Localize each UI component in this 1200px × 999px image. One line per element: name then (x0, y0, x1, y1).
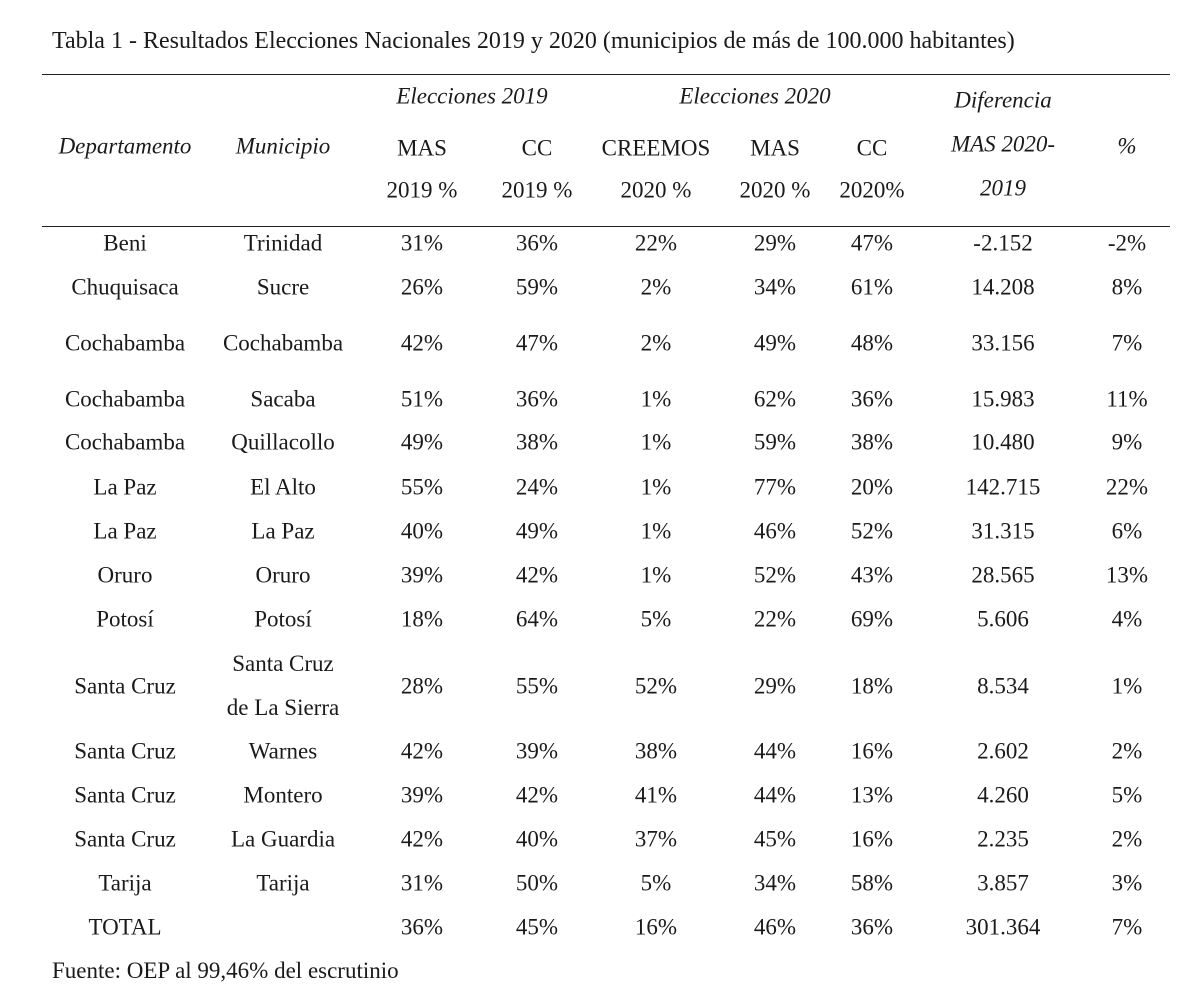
cell-mas20: 77% (753, 474, 797, 500)
cell-mas20: 44% (753, 782, 797, 808)
cell-cc19: 38% (515, 429, 559, 455)
cell-cc20: 13% (850, 782, 894, 808)
cell-mas19: 28% (400, 673, 444, 699)
cell-mun-line2: de La Sierra (226, 695, 340, 720)
cell-pct: 6% (1111, 518, 1143, 544)
cell-dif: 142.715 (965, 474, 1041, 500)
cell-cc20: 20% (850, 474, 894, 500)
header-diferencia-line1: Diferencia (954, 87, 1052, 113)
cell-mun: Oruro (255, 562, 311, 588)
cell-creemos20: 1% (640, 518, 672, 544)
cell-dep: Santa Cruz (74, 738, 176, 764)
cell-cc20: 36% (850, 386, 894, 412)
cell-mas20: 49% (753, 330, 797, 356)
cell-dep: Beni (103, 230, 147, 256)
cell-mun: Trinidad (243, 230, 323, 256)
cell-mun: La Paz (251, 518, 315, 544)
header-creemos2020-line2: 2020 % (620, 177, 692, 203)
cell-creemos20: 1% (640, 386, 672, 412)
header-group-2020: Elecciones 2020 (679, 83, 831, 109)
cell-cc19: 47% (515, 330, 559, 356)
cell-mas20: 29% (753, 230, 797, 256)
cell-cc20: 16% (850, 826, 894, 852)
cell-mas20: 46% (753, 914, 797, 940)
cell-dep: Cochabamba (64, 330, 186, 356)
cell-mas20: 34% (753, 274, 797, 300)
cell-mun: El Alto (250, 474, 316, 500)
cell-pct: 22% (1105, 474, 1149, 500)
cell-dep: Santa Cruz (74, 673, 176, 699)
cell-mun (227, 642, 339, 730)
cell-cc20: 38% (850, 429, 894, 455)
header-cc2019-line1: CC (521, 135, 553, 161)
cell-creemos20: 38% (634, 738, 678, 764)
cell-mas19: 39% (400, 562, 444, 588)
cell-mas20: 62% (753, 386, 797, 412)
cell-pct: 9% (1111, 429, 1143, 455)
cell-creemos20: 5% (640, 870, 672, 896)
header-cc2020-line2: 2020% (839, 177, 905, 203)
cell-dif: 28.565 (971, 562, 1035, 588)
cell-mas19: 26% (400, 274, 444, 300)
cell-mas19: 40% (400, 518, 444, 544)
header-municipio: Municipio (235, 133, 331, 159)
cell-cc19: 24% (515, 474, 559, 500)
cell-dep: Santa Cruz (74, 782, 176, 808)
cell-cc20: 58% (850, 870, 894, 896)
cell-mun: La Guardia (230, 826, 336, 852)
cell-mun: Quillacollo (231, 429, 335, 455)
cell-creemos20: 5% (640, 606, 672, 632)
cell-cc20: 16% (850, 738, 894, 764)
cell-creemos20: 1% (640, 562, 672, 588)
cell-cc19: 50% (515, 870, 559, 896)
cell-mas20: 34% (753, 870, 797, 896)
cell-cc20: 18% (850, 673, 894, 699)
cell-dep: La Paz (93, 474, 157, 500)
cell-mas19: 51% (400, 386, 444, 412)
cell-cc20: 43% (850, 562, 894, 588)
header-creemos2020-line1: CREEMOS (601, 135, 711, 161)
cell-dep: Santa Cruz (74, 826, 176, 852)
cell-creemos20: 52% (634, 673, 678, 699)
cell-pct: 3% (1111, 870, 1143, 896)
cell-dif: 2.602 (977, 738, 1029, 764)
cell-cc20: 36% (850, 914, 894, 940)
cell-mas19: 42% (400, 826, 444, 852)
cell-cc19: 42% (515, 782, 559, 808)
cell-mun-line1: Santa Cruz (232, 651, 334, 676)
cell-dep: Potosí (96, 606, 154, 632)
cell-dif: 5.606 (977, 606, 1029, 632)
cell-pct: 8% (1111, 274, 1143, 300)
cell-cc19: 49% (515, 518, 559, 544)
cell-dif: 31.315 (971, 518, 1035, 544)
cell-mas19: 36% (400, 914, 444, 940)
cell-dif: 301.364 (965, 914, 1041, 940)
cell-cc19: 45% (515, 914, 559, 940)
header-pct: % (1117, 133, 1137, 159)
cell-mun: Sacaba (250, 386, 316, 412)
cell-pct: 1% (1111, 673, 1143, 699)
cell-dif: 14.208 (971, 274, 1035, 300)
cell-creemos20: 2% (640, 274, 672, 300)
cell-creemos20: 41% (634, 782, 678, 808)
cell-dep: TOTAL (88, 914, 162, 940)
cell-dif: 8.534 (977, 673, 1029, 699)
cell-mas20: 46% (753, 518, 797, 544)
cell-cc20: 69% (850, 606, 894, 632)
cell-mas19: 18% (400, 606, 444, 632)
cell-mas20: 44% (753, 738, 797, 764)
cell-mas19: 42% (400, 330, 444, 356)
cell-pct: 7% (1111, 330, 1143, 356)
source-note: Fuente: OEP al 99,46% del escrutinio (52, 958, 399, 983)
cell-dif: 2.235 (977, 826, 1029, 852)
cell-cc19: 39% (515, 738, 559, 764)
cell-mun: Cochabamba (222, 330, 344, 356)
header-mas2019-line1: MAS (397, 135, 447, 161)
header-mas2020-line2: 2020 % (739, 177, 811, 203)
table-caption: Tabla 1 - Resultados Elecciones Nacionales 2019 y 2020 (municipios de más de 100.000 habitantes) (52, 28, 1015, 54)
cell-creemos20: 16% (634, 914, 678, 940)
cell-pct: -2% (1107, 230, 1147, 256)
header-diferencia-line2: MAS 2020- (950, 131, 1056, 157)
cell-mas20: 29% (753, 673, 797, 699)
cell-mun: Sucre (256, 274, 310, 300)
cell-dep: Tarija (98, 870, 152, 896)
cell-cc19: 42% (515, 562, 559, 588)
header-rule (42, 226, 1170, 227)
header-group-2019: Elecciones 2019 (396, 83, 548, 109)
cell-pct: 5% (1111, 782, 1143, 808)
cell-cc19: 55% (515, 673, 559, 699)
cell-mas20: 45% (753, 826, 797, 852)
cell-creemos20: 37% (634, 826, 678, 852)
header-mas2020-line1: MAS (750, 135, 800, 161)
cell-mas19: 31% (400, 230, 444, 256)
header-cc2019-line2: 2019 % (501, 177, 573, 203)
cell-dif: 33.156 (971, 330, 1035, 356)
cell-mas19: 55% (400, 474, 444, 500)
header-diferencia-line3: 2019 (980, 175, 1026, 201)
cell-cc19: 40% (515, 826, 559, 852)
cell-mas19: 39% (400, 782, 444, 808)
cell-dif: -2.152 (973, 230, 1033, 256)
cell-pct: 4% (1111, 606, 1143, 632)
cell-dif: 10.480 (971, 429, 1035, 455)
cell-pct: 7% (1111, 914, 1143, 940)
cell-pct: 2% (1111, 826, 1143, 852)
cell-cc20: 61% (850, 274, 894, 300)
cell-dep: La Paz (93, 518, 157, 544)
cell-cc20: 48% (850, 330, 894, 356)
cell-cc19: 64% (515, 606, 559, 632)
cell-pct: 2% (1111, 738, 1143, 764)
cell-cc19: 36% (515, 230, 559, 256)
header-departamento: Departamento (58, 133, 192, 159)
cell-creemos20: 22% (634, 230, 678, 256)
cell-dif: 3.857 (977, 870, 1029, 896)
cell-cc19: 59% (515, 274, 559, 300)
cell-mas19: 31% (400, 870, 444, 896)
top-rule (42, 74, 1170, 75)
cell-mas20: 22% (753, 606, 797, 632)
cell-dep: Cochabamba (64, 386, 186, 412)
cell-creemos20: 2% (640, 330, 672, 356)
cell-mun: Potosí (254, 606, 312, 632)
cell-mun: Montero (243, 782, 323, 808)
cell-mun: Tarija (256, 870, 310, 896)
cell-cc20: 52% (850, 518, 894, 544)
cell-cc20: 47% (850, 230, 894, 256)
cell-mas19: 42% (400, 738, 444, 764)
cell-dep: Cochabamba (64, 429, 186, 455)
cell-creemos20: 1% (640, 429, 672, 455)
cell-dep: Chuquisaca (71, 274, 179, 300)
cell-mas20: 52% (753, 562, 797, 588)
cell-pct: 11% (1106, 386, 1148, 412)
header-cc2020-line1: CC (856, 135, 888, 161)
cell-dep: Oruro (97, 562, 153, 588)
cell-creemos20: 1% (640, 474, 672, 500)
cell-mas20: 59% (753, 429, 797, 455)
header-mas2019-line2: 2019 % (386, 177, 458, 203)
cell-dif: 4.260 (977, 782, 1029, 808)
cell-mun: Warnes (248, 738, 318, 764)
cell-mas19: 49% (400, 429, 444, 455)
cell-dif: 15.983 (971, 386, 1035, 412)
cell-pct: 13% (1105, 562, 1149, 588)
cell-cc19: 36% (515, 386, 559, 412)
